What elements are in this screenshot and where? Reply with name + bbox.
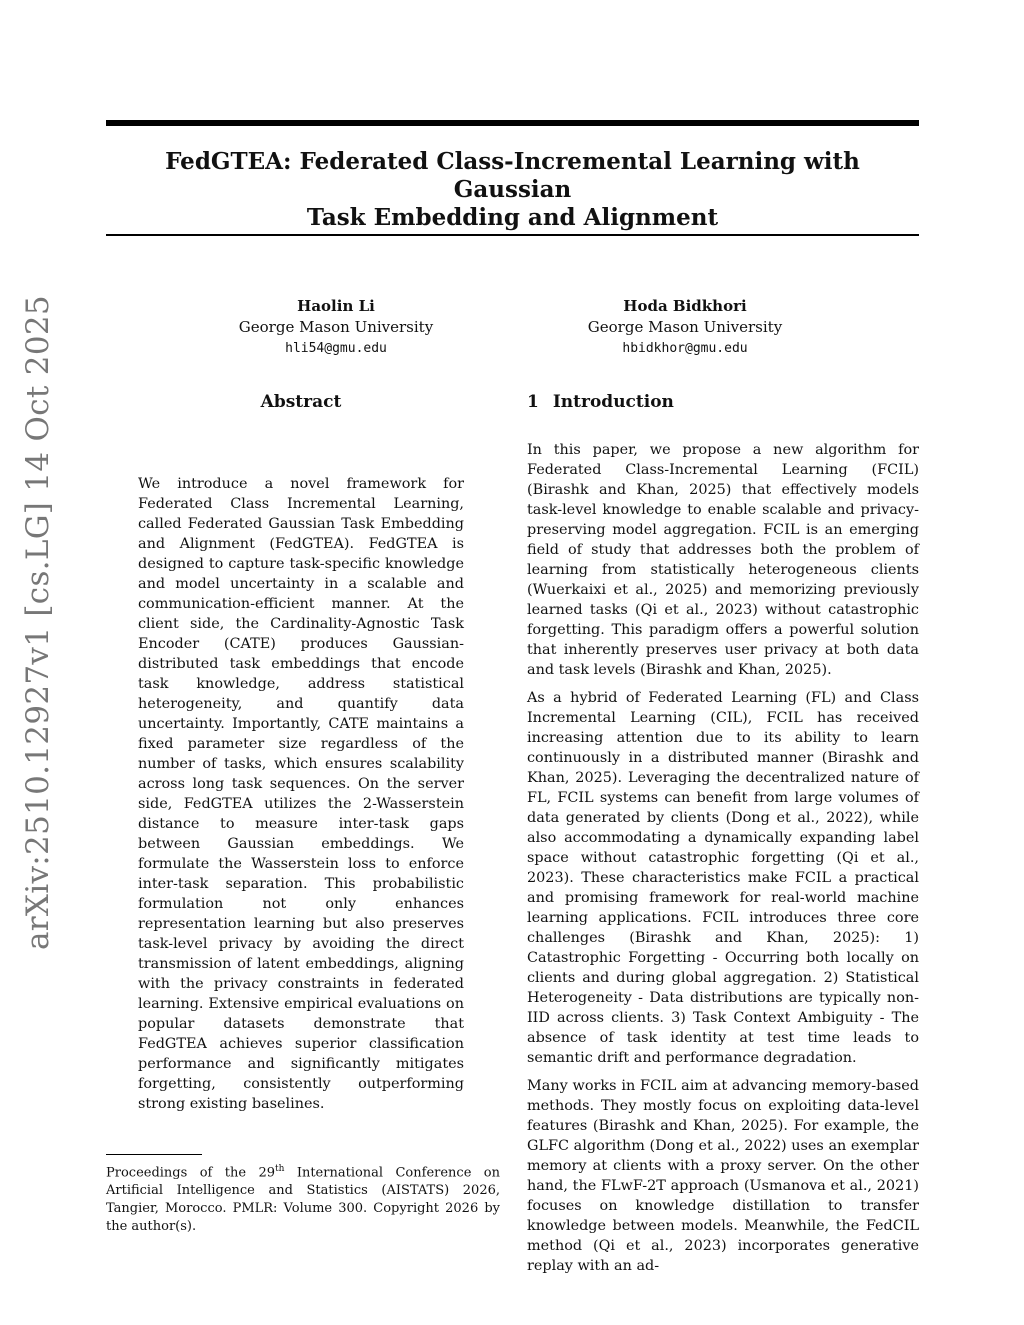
author-name: Hoda Bidkhori [623,297,747,315]
author-email: hbidkhor@gmu.edu [622,341,748,356]
title-top-rule [106,120,919,126]
author-name: Haolin Li [297,297,375,315]
section-number: 1 [527,392,539,412]
intro-paragraph-2: As a hybrid of Federated Learning (FL) and Class Incremental Learning (CIL), FCIL has received increasing attention due to its ability to learn continuously in a distributed manner (Birashk and Khan, 2025). Leveraging the decentralized nature of FL, FCIL systems can benefit from large volumes of data generated by clients (Dong et al., 2022), while also accommodating a dynamically expanding label space without catastrophic forgetting (Qi et al., 2023). These characteristics make FCIL a practical and promising framework for real-world machine learning applications. FCIL introduces three core challenges (Birashk and Khan, 2025): 1) Catastrophic Forgetting - Occurring both locally on clients and during global aggregation. 2) Statistical Heterogeneity - Data distributions are typically non-IID across clients. 3) Task Context Ambiguity - The absence of task identity at test time leads to semantic drift and performance degradation. [527,690,919,1066]
section-heading-introduction [527,392,674,412]
author-affiliation: George Mason University [587,318,783,336]
title-line-1: FedGTEA: Federated Class-Incremental Learning with Gaussian [165,148,860,203]
arxiv-identifier-stamp: arXiv:2510.12927v1 [cs.LG] 14 Oct 2025 [20,295,56,950]
author-email: hli54@gmu.edu [285,341,387,356]
intro-paragraph-3: Many works in FCIL aim at advancing memory-based methods. They mostly focus on exploiting data-level features (Birashk and Khan, 2025). For example, the GLFC algorithm (Dong et al., 2022) uses an exemplar memory at clients with a proxy server. On the other hand, the FLwF-2T approach (Usmanova et al., 2021) focuses on knowledge distillation to transfer knowledge between models. Meanwhile, the FedCIL method (Qi et al., 2023) incorporates generative replay with an ad- [527,1078,919,1274]
title-bottom-rule [106,234,919,236]
author-affiliation: George Mason University [238,318,434,336]
paper-title [106,148,919,232]
proceedings-footnote [106,1160,500,1236]
footnote-rule [106,1154,202,1155]
abstract-heading: Abstract [260,392,342,412]
intro-paragraph-1: In this paper, we propose a new algorithm for Federated Class-Incremental Learning (FCIL) (Birashk and Khan, 2025) that effectively models task-level knowledge to enable scalable and privacy-preserving model aggregation. FCIL is an emerging field of study that addresses both the problem of learning from statistically heterogeneous clients (Wuerkaixi et al., 2025) and memorizing previously learned tasks (Qi et al., 2023) without catastrophic forgetting. This paradigm offers a powerful solution that inherently preserves user privacy at both data and task levels (Birashk and Khan, 2025). [527,442,919,678]
title-line-2: Task Embedding and Alignment [306,204,719,231]
section-title: Introduction [552,392,674,412]
introduction-body [527,440,919,1284]
abstract-body: We introduce a novel framework for Federated Class Incremental Learning, called Federated Gaussian Task Embedding and Alignment (FedGTEA). FedGTEA is designed to capture task-specific knowledge and model uncertainty in a scalable and communication-efficient manner. At the client side, the Cardinality-Agnostic Task Encoder (CATE) produces Gaussian-distributed task embeddings that encode task knowledge, address statistical heterogeneity, and quantify data uncertainty. Importantly, CATE maintains a fixed parameter size regardless of the number of tasks, which ensures scalability across long task sequences. On the server side, FedGTEA utilizes the 2-Wasserstein distance to measure inter-task gaps between Gaussian embeddings. We formulate the Wasserstein loss to enforce inter-task separation. This probabilistic formulation not only enhances representation learning but also preserves task-level privacy by avoiding the direct transmission of latent embeddings, aligning with the privacy constraints in federated learning. Extensive empirical evaluations on popular datasets demonstrate that FedGTEA achieves superior classification performance and significantly mitigates forgetting, consistently outperforming strong existing baselines. [138,476,464,1112]
footnote-text-end: International Conference on Artificial Intelligence and Statistics (AISTATS) 2026, Tangier, Morocco. PMLR: Volume 300. Copyright 2026 by the author(s). [106,1165,500,1235]
author-block-2 [545,296,825,359]
footnote-ordinal: th [275,1164,285,1174]
author-block-1 [196,296,476,359]
footnote-text-start: Proceedings of the 29 [106,1165,275,1181]
